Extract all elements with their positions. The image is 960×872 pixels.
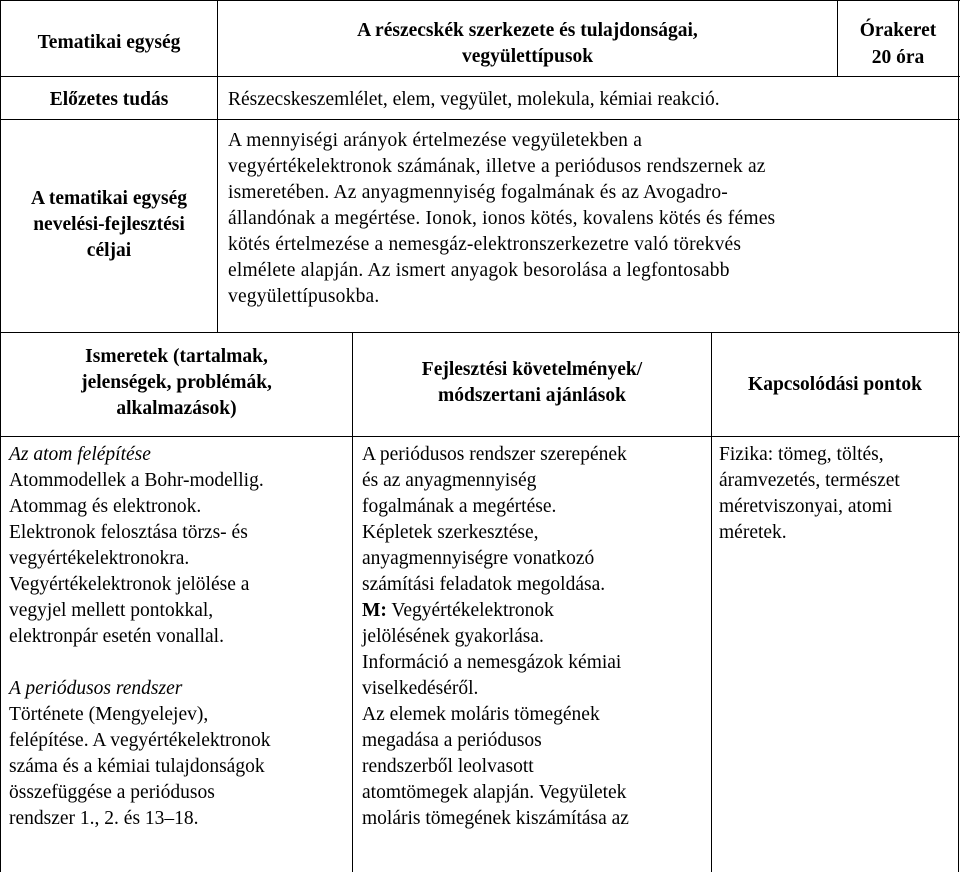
prior-knowledge-label: Előzetes tudás [49, 89, 169, 110]
spacer [9, 650, 349, 676]
row-divider [0, 332, 960, 333]
hours-label: Órakeret [859, 20, 937, 41]
column-divider [711, 333, 712, 872]
goals-text: A mennyiségi arányok értelmezése vegyületekben a vegyértékelektronok számának, illetve a periódusos rendszernek az ismeretében. Az anyagmennyiség fogalmának és az Avogadro- állandónak a megértése. Ionok, ionos kötés, kovalens kötés és fémes kötés értelmezése a nemesgáz-elektronszerkezetre való törekvés elmélete alapján. Az ismert anyagok besorolása a legfontosabb vegyülettípusokba. [228, 130, 776, 307]
row-divider [0, 436, 960, 437]
column-divider [352, 333, 353, 872]
row-divider [0, 76, 960, 77]
requirements-method [362, 598, 708, 650]
table-border-top [0, 0, 960, 1]
hours-value: 20 óra [871, 47, 925, 68]
section-text-periodic-table: Története (Mengyelejev), felépítése. A vegyértékelektronok száma és a kémiai tulajdonságok összefüggése a periódusos rendszer 1., 2. és 13–18. [9, 704, 271, 829]
unit-label: Tematikai egység [37, 32, 181, 53]
goals-label: A tematikai egység nevelési-fejlesztési céljai [31, 188, 187, 261]
requirements-content [362, 442, 708, 832]
method-text: Vegyértékelektronok jelölésének gyakorlása. [362, 600, 554, 647]
requirements-text-2: Információ a nemesgázok kémiai viselkedéséről. Az elemek moláris tömegének megadása a periódusos rendszerből leolvasott atomtömegek alapján. Vegyületek moláris tömegének kiszámítása az [362, 652, 629, 829]
section-title-periodic-table: A periódusos rendszer [9, 678, 183, 699]
row-divider [0, 119, 960, 120]
column-header-knowledge: Ismeretek (tartalmak, jelenségek, problémák, alkalmazások) [81, 346, 272, 419]
knowledge-content [9, 442, 349, 832]
method-label: M: [362, 600, 387, 621]
requirements-text-1: A periódusos rendszer szerepének és az anyagmennyiség fogalmának a megértése. Képletek szerkesztése, anyagmennyiségre vonatkozó számítási feladatok megoldása. [362, 444, 627, 595]
connections-content: Fizika: tömeg, töltés, áramvezetés, természet méretviszonyai, atomi méretek. [719, 444, 900, 543]
prior-knowledge-text: Részecskeszemlélet, elem, vegyület, molekula, kémiai reakció. [228, 89, 720, 110]
column-header-requirements: Fejlesztési követelmények/ módszertani ajánlások [421, 359, 643, 406]
column-header-connections: Kapcsolódási pontok [748, 374, 922, 395]
unit-title: A részecskék szerkezete és tulajdonságai, vegyülettípusok [357, 20, 698, 67]
section-text-atom: Atommodellek a Bohr-modellig. Atommag és elektronok. Elektronok felosztása törzs- és vegyértékelektronokra. Vegyértékelektronok jelölése a vegyjel mellett pontokkal, elektronpár esetén vonallal. [9, 470, 264, 647]
section-title-atom: Az atom felépítése [9, 444, 151, 465]
